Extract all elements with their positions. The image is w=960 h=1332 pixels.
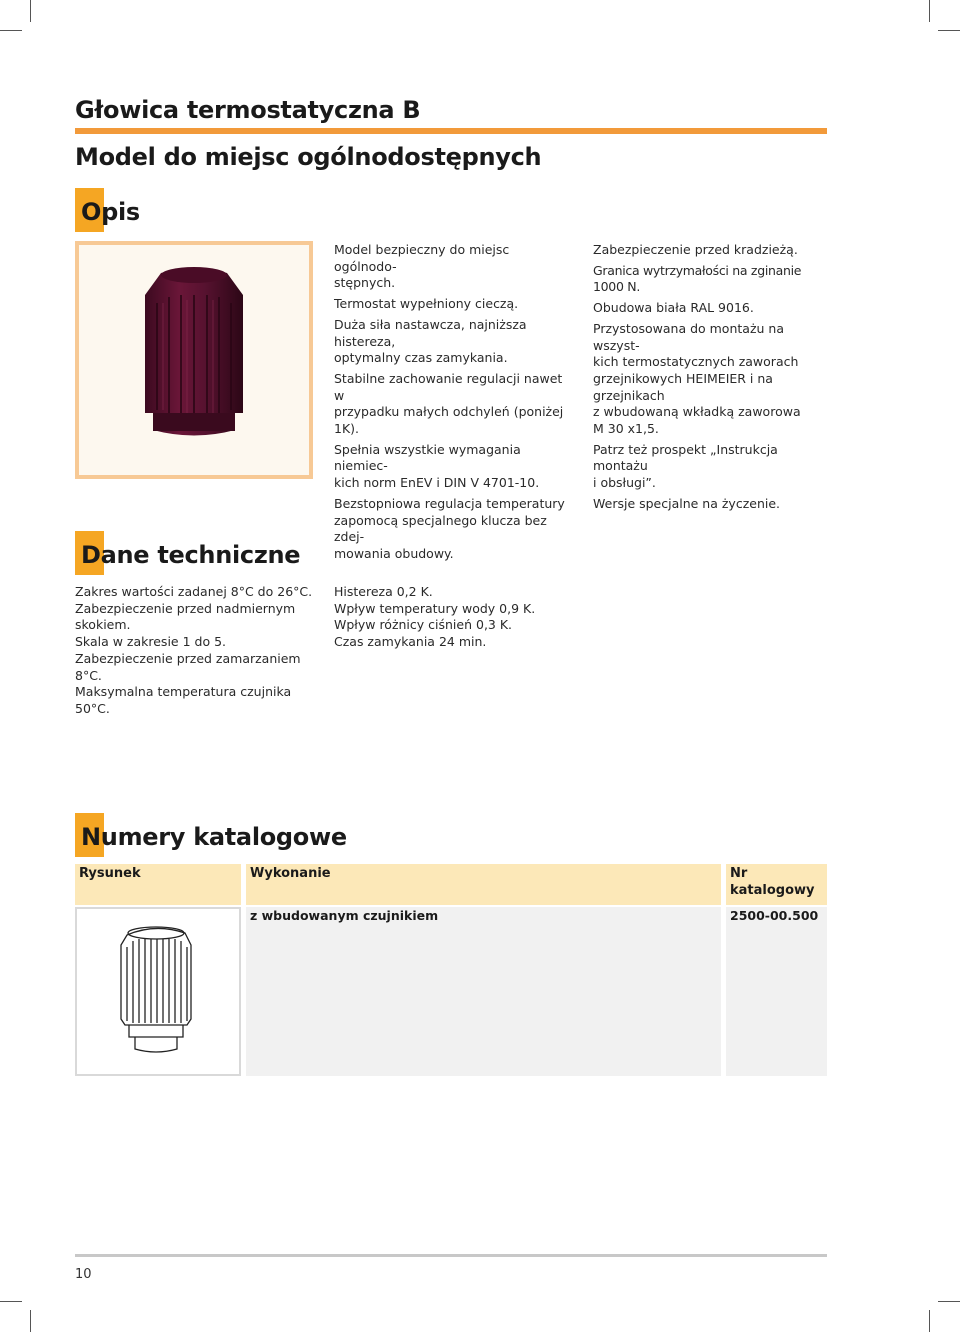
product-image [75,241,313,479]
text-line: Wersje specjalne na życzenie. [593,495,781,511]
crop-mark [30,0,31,22]
opis-column-1 [334,242,574,563]
dane-column-1 [75,584,325,718]
text-line: kich termostatycznych zaworach [593,354,799,370]
section-heading-opis [75,188,195,234]
text-line: kich norm EnEV i DIN V 4701-10. [334,475,540,491]
text-line: Wpływ temperatury wody 0,9 K. [334,600,536,616]
text-line: optymalny czas zamykania. [334,350,508,366]
dane-column-2 [334,584,584,651]
page-title: Głowica termostatyczna B [75,96,421,124]
text-line: Spełnia wszystkie wymagania niemiec- [334,441,521,474]
text-line: Wpływ różnicy ciśnień 0,3 K. [334,617,513,633]
footer-rule [75,1254,827,1257]
text-line: Czas zamykania 24 min. [334,634,487,650]
text-line: mowania obudowy. [334,545,454,561]
table-header-rysunek [75,864,241,905]
text-line: grzejnikowych HEIMEIER i na grzejnikach [593,370,773,403]
header-label-line: Nr [730,866,748,881]
title-rule [75,128,827,134]
header-label [730,865,815,899]
text-line: Patrz też prospekt „Instrukcja montażu [593,441,778,474]
text-line: Model bezpieczny do miejsc ogólnodo- [334,242,510,274]
crop-mark [0,30,22,31]
thermostat-head-icon [79,245,309,475]
table-header-nr [726,864,827,905]
table-cell-drawing [75,907,241,1076]
text-line: Zabezpieczenie przed kradzieżą. [593,242,798,257]
text-line: Bezstopniowa regulacja temperatury [334,495,565,511]
text-line: przypadku małych odchyleń (poniżej 1K). [334,404,564,437]
section-heading-text: Numery katalogowe [81,823,347,851]
text-line: z wbudowaną wkładką zaworowa [593,404,801,420]
table-header-wykonanie [246,864,721,905]
text-line: Zakres wartości zadanej 8°C do 26°C. [75,584,313,599]
text-line: Zabezpieczenie przed nadmiernym [75,600,296,616]
cell-text: 2500-00.500 [730,908,819,923]
header-label-line: katalogowy [730,883,815,898]
thermostat-drawing-icon [77,909,239,1074]
text-line: Histereza 0,2 K. [334,584,433,599]
crop-mark [938,1301,960,1302]
opis-column-2 [593,242,833,513]
header-label: Wykonanie [250,866,331,881]
table-cell-wykonanie [246,907,721,1076]
crop-mark [30,1310,31,1332]
text-line: zapomocą specjalnego klucza bez zdej- [334,512,547,545]
text-line: Zabezpieczenie przed zamarzaniem 8°C. [75,650,301,683]
text-line: i obsługi”. [593,475,656,491]
table-cell-nr [726,907,827,1076]
header-label: Rysunek [79,866,141,881]
section-heading-text: Opis [81,198,140,226]
section-heading-text: Dane techniczne [81,541,301,569]
text-line: Skala w zakresie 1 do 5. [75,634,226,650]
section-heading-numery [75,813,365,859]
text-line: Granica wytrzymałości na zginanie 1000 N. [593,262,802,295]
text-line: Duża siła nastawcza, najniższa histereza, [334,316,527,349]
text-line: Maksymalna temperatura czujnika 50°C. [75,684,292,716]
cell-text: z wbudowanym czujnikiem [250,908,439,923]
text-line: Termostat wypełniony cieczą. [334,296,519,312]
text-line: Stabilne zachowanie regulacji nawet w [334,370,563,403]
text-line: Obudowa biała RAL 9016. [593,300,754,316]
crop-mark [0,1301,22,1302]
crop-mark [929,0,930,22]
text-line: stępnych. [334,275,396,291]
section-heading-dane [75,531,335,577]
crop-mark [929,1310,930,1332]
text-line: Przystosowana do montażu na wszyst- [593,320,784,353]
page-number: 10 [75,1267,92,1282]
text-line: skokiem. [75,617,131,633]
page-subtitle: Model do miejsc ogólnodostępnych [75,143,542,171]
crop-mark [938,30,960,31]
text-line: M 30 x1,5. [593,421,659,437]
